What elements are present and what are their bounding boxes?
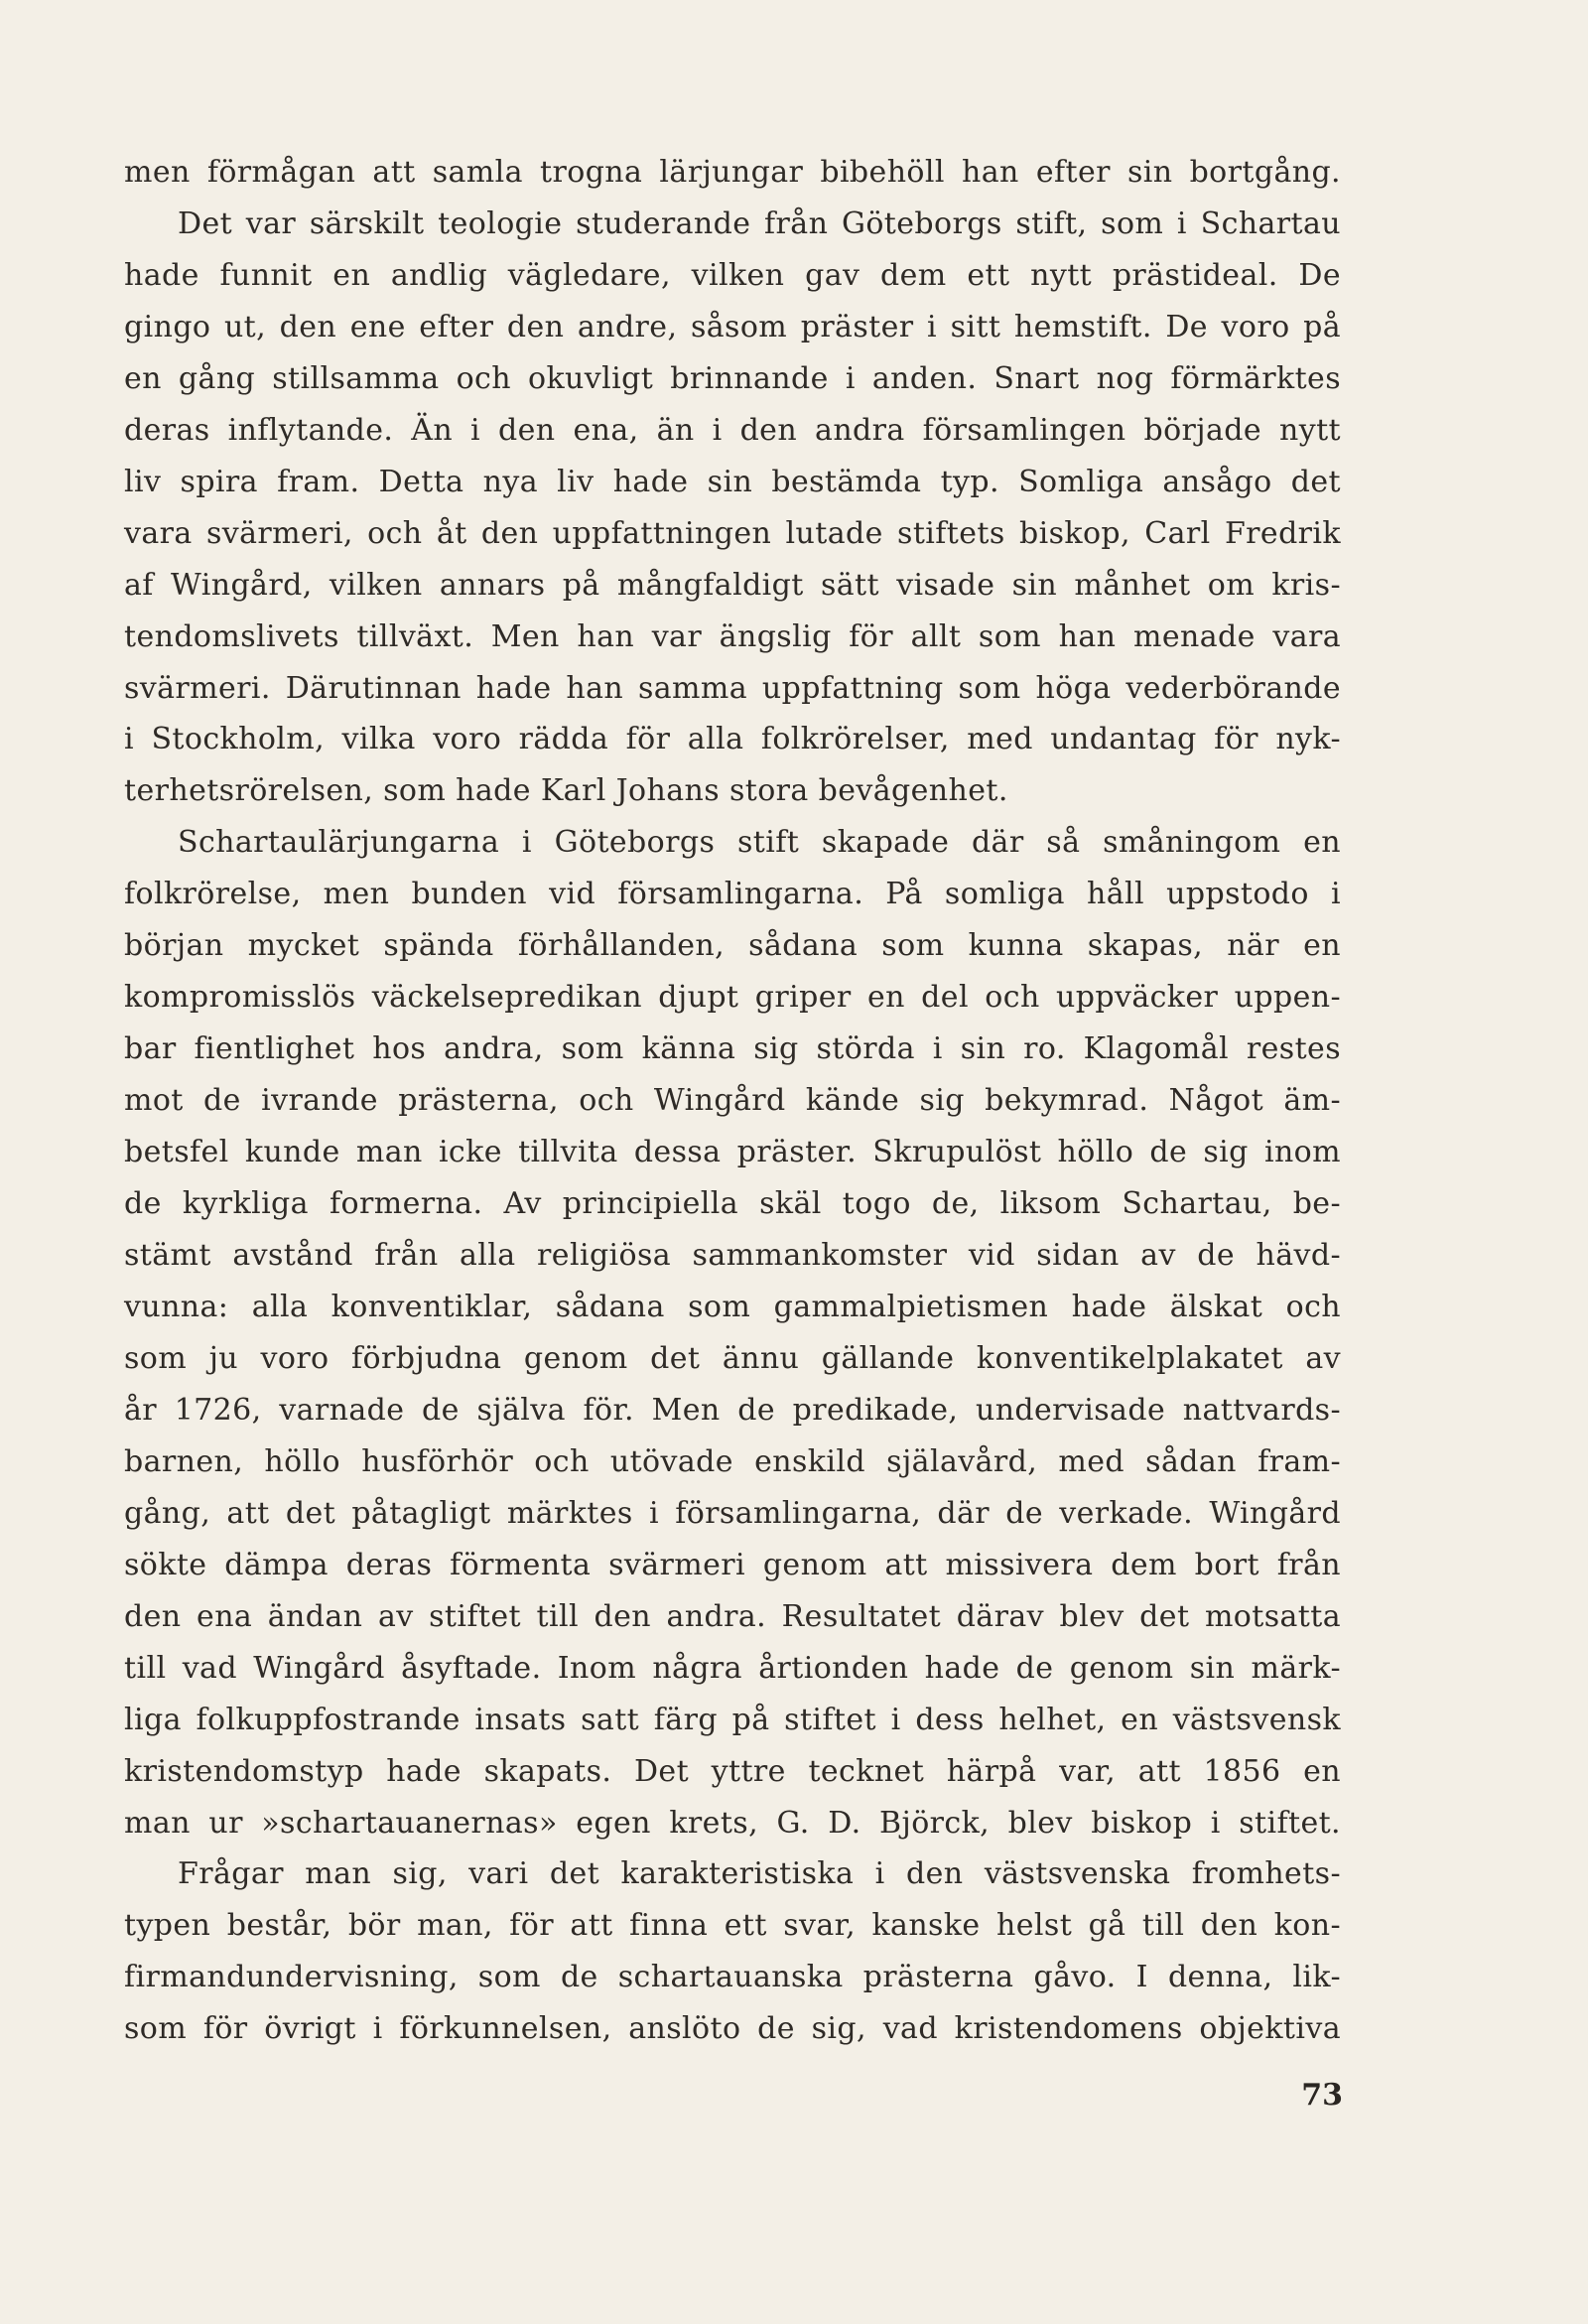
text-line: deras inflytande. Än i den ena, än i den andra församlingen började nytt <box>124 412 1341 448</box>
text-line: gingo ut, den ene efter den andre, såsom präster i sitt hemstift. De voro på <box>124 309 1341 344</box>
text-line: i Stockholm, vilka voro rädda för alla folkrörelser, med undantag för nyk- <box>124 722 1341 757</box>
text-line: hade funnit en andlig vägledare, vilken gav dem ett nytt prästideal. De <box>124 257 1341 293</box>
text-line: gång, att det påtagligt märktes i församlingarna, där de verkade. Wingård <box>124 1495 1341 1531</box>
text-line: barnen, höllo husförhör och utövade enskild själavård, med sådan fram- <box>124 1443 1341 1479</box>
text-line: en gång stillsamma och okuvligt brinnande i anden. Snart nog förmärktes <box>124 360 1341 396</box>
text-line: terhetsrörelsen, som hade Karl Johans stora bevågenhet. <box>124 773 1008 809</box>
text-line: stämt avstånd från alla religiösa sammankomster vid sidan av de hävd- <box>124 1238 1341 1274</box>
text-line: år 1726, varnade de själva för. Men de predikade, undervisade nattvards- <box>124 1392 1341 1428</box>
text-line: början mycket spända förhållanden, sådana som kunna skapas, när en <box>124 928 1341 964</box>
text-line: sökte dämpa deras förmenta svärmeri genom att missivera dem bort från <box>124 1547 1341 1582</box>
text-line: som ju voro förbjudna genom det ännu gällande konventikelplakatet av <box>124 1340 1341 1376</box>
text-line: man ur »schartauanernas» egen krets, G. D. Björck, blev biskop i stiftet. <box>124 1805 1341 1841</box>
text-line: typen består, bör man, för att finna ett svar, kanske helst gå till den kon- <box>124 1908 1341 1944</box>
text-line: kristendomstyp hade skapats. Det yttre tecknet härpå var, att 1856 en <box>124 1753 1341 1789</box>
text-line: liv spira fram. Detta nya liv hade sin bestämda typ. Somliga ansågo det <box>124 464 1341 499</box>
text-line: den ena ändan av stiftet till den andra. Resultatet därav blev det motsatta <box>124 1598 1341 1634</box>
text-line: bar fientlighet hos andra, som känna sig störda i sin ro. Klagomål restes <box>124 1031 1341 1067</box>
text-line: som för övrigt i förkunnelsen, anslöto de sig, vad kristendomens objektiva <box>124 2011 1341 2047</box>
text-line: vara svärmeri, och åt den uppfattningen lutade stiftets biskop, Carl Fredrik <box>124 515 1341 551</box>
text-line: vunna: alla konventiklar, sådana som gammalpietismen hade älskat och <box>124 1289 1341 1324</box>
text-line: de kyrkliga formerna. Av principiella skäl togo de, liksom Schartau, be- <box>124 1186 1341 1222</box>
text-line: mot de ivrande prästerna, och Wingård kände sig bekymrad. Något äm- <box>124 1083 1341 1119</box>
body-text <box>124 147 1341 2055</box>
text-line: firmandundervisning, som de schartauanska prästerna gåvo. I denna, lik- <box>124 1960 1341 1995</box>
text-line: liga folkuppfostrande insats satt färg på stiftet i dess helhet, en västsvensk <box>124 1702 1341 1737</box>
text-line: Det var särskilt teologie studerande från Göteborgs stift, som i Schartau <box>178 205 1341 241</box>
text-line: Frågar man sig, vari det karakteristiska i den västsvenska fromhets- <box>178 1856 1341 1892</box>
text-line: betsfel kunde man icke tillvita dessa präster. Skrupulöst höllo de sig inom <box>124 1135 1341 1170</box>
text-line: kompromisslös väckelsepredikan djupt griper en del och uppväcker uppen- <box>124 980 1341 1016</box>
page-number: 73 <box>1301 2078 1343 2113</box>
text-line: men förmågan att samla trogna lärjungar bibehöll han efter sin bortgång. <box>124 155 1341 190</box>
text-line: till vad Wingård åsyftade. Inom några årtionden hade de genom sin märk- <box>124 1650 1341 1686</box>
text-line: svärmeri. Därutinnan hade han samma uppfattning som höga vederbörande <box>124 670 1341 706</box>
text-line: tendomslivets tillväxt. Men han var ängslig för allt som han menade vara <box>124 618 1341 654</box>
text-line: folkrörelse, men bunden vid församlingarna. På somliga håll uppstodo i <box>124 877 1341 912</box>
text-line: Schartaulärjungarna i Göteborgs stift skapade där så småningom en <box>178 825 1341 861</box>
text-line: af Wingård, vilken annars på mångfaldigt sätt visade sin månhet om kris- <box>124 567 1341 603</box>
